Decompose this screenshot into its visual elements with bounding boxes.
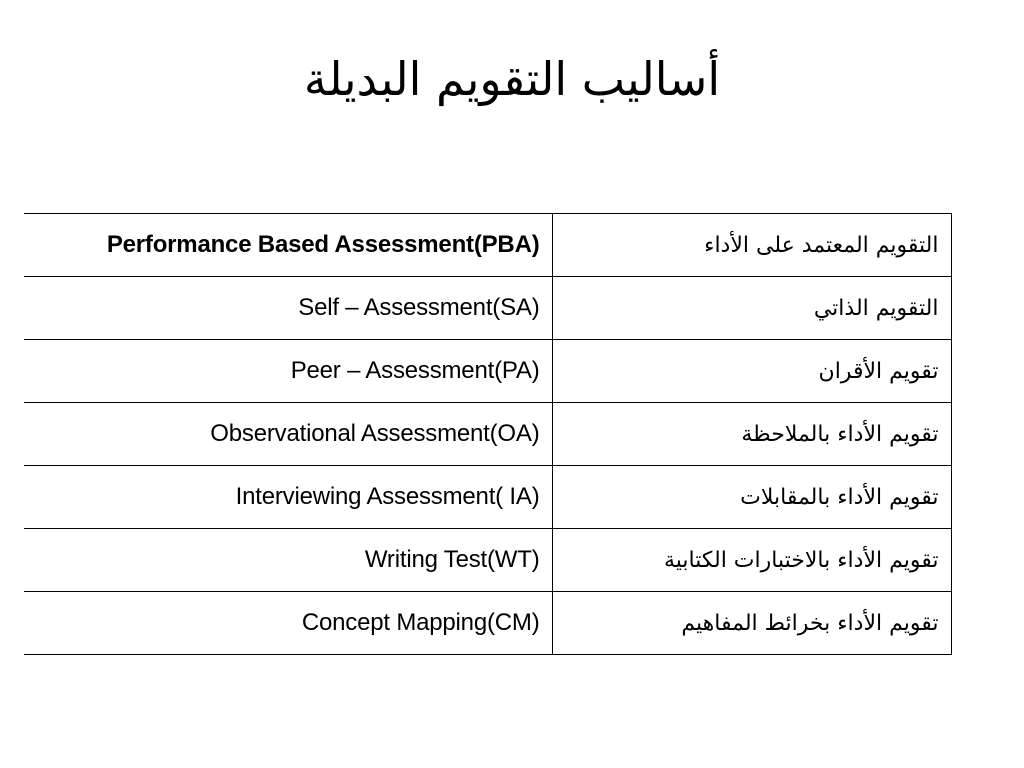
arabic-term-cell: التقويم المعتمد على الأداء bbox=[552, 214, 951, 277]
arabic-term-cell: تقويم الأداء بخرائط المفاهيم bbox=[552, 592, 951, 655]
english-term-cell: Writing Test(WT) bbox=[24, 529, 552, 592]
slide-title: أساليب التقويم البديلة bbox=[303, 52, 721, 106]
english-term-cell: Concept Mapping(CM) bbox=[24, 592, 552, 655]
arabic-term-cell: تقويم الأداء بالمقابلات bbox=[552, 466, 951, 529]
table-row bbox=[24, 403, 951, 466]
table-row bbox=[24, 277, 951, 340]
english-term-cell: Interviewing Assessment( IA) bbox=[24, 466, 552, 529]
arabic-term-cell: التقويم الذاتي bbox=[552, 277, 951, 340]
english-term-cell: Observational Assessment(OA) bbox=[24, 403, 552, 466]
table-row bbox=[24, 529, 951, 592]
table-row bbox=[24, 340, 951, 403]
assessment-methods-table bbox=[24, 213, 952, 655]
table-row bbox=[24, 466, 951, 529]
table-row bbox=[24, 214, 951, 277]
arabic-term-cell: تقويم الأداء بالملاحظة bbox=[552, 403, 951, 466]
arabic-term-cell: تقويم الأقران bbox=[552, 340, 951, 403]
table-row bbox=[24, 592, 951, 655]
arabic-term-cell: تقويم الأداء بالاختبارات الكتابية bbox=[552, 529, 951, 592]
english-term-cell: Peer – Assessment(PA) bbox=[24, 340, 552, 403]
english-term-cell: Self – Assessment(SA) bbox=[24, 277, 552, 340]
english-term-cell: Performance Based Assessment(PBA) bbox=[24, 214, 552, 277]
